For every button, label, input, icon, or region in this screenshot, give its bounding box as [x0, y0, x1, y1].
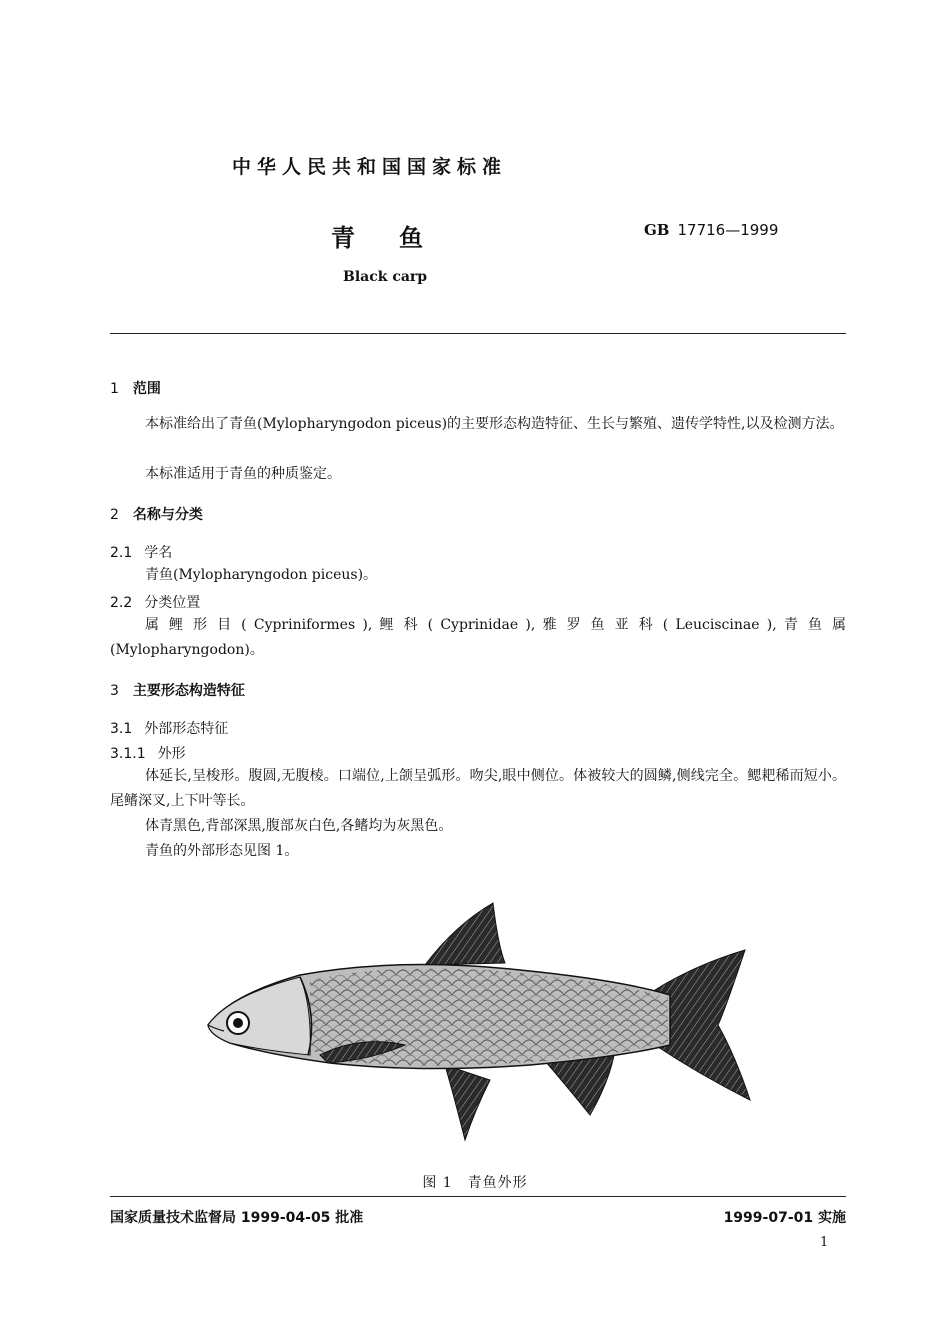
section-2-1-title: 学名: [144, 545, 173, 561]
section-3-heading: [110, 680, 245, 700]
section-2-title: 名称与分类: [132, 507, 203, 523]
section-2-2-text-line-2: (Mylopharyngodon)。: [110, 642, 264, 658]
section-3-1-heading: [110, 718, 228, 738]
section-2-1-number: 2.1: [110, 545, 133, 561]
section-3-1-number: 3.1: [110, 721, 133, 737]
black-carp-illustration-icon: [200, 895, 760, 1155]
section-3-1-1-number: 3.1.1: [110, 746, 146, 762]
page-number: 1: [820, 1235, 829, 1250]
standard-code: [644, 220, 778, 239]
section-3-1-1-heading: [110, 743, 186, 763]
standard-number: 17716—1999: [677, 221, 779, 239]
document-title: 青鱼: [331, 224, 467, 252]
section-2-2-heading: [110, 592, 200, 612]
section-2-2-title: 分类位置: [144, 595, 201, 611]
section-2-2-text-line-1: 属 鲤 形 目 ( Cypriniformes ), 鲤 科 ( Cyprinidae ), 雅 罗 鱼 亚 科 ( Leuciscinae ), 青 鱼 属: [145, 617, 846, 633]
section-1-paragraph-2: 本标准适用于青鱼的种质鉴定。: [145, 466, 341, 482]
english-title: Black carp: [343, 269, 428, 285]
standard-prefix: GB: [644, 221, 670, 239]
section-3-title: 主要形态构造特征: [132, 683, 245, 699]
approval-date: 国家质量技术监督局 1999-04-05 批准: [110, 1210, 364, 1226]
header-divider: [110, 333, 846, 334]
section-2-1-heading: [110, 542, 172, 562]
dorsal-fin: [425, 903, 505, 965]
pelvic-fin: [445, 1065, 490, 1140]
section-1-number: 1: [110, 381, 119, 397]
section-1-paragraph-1: 本标准给出了青鱼(Mylopharyngodon piceus)的主要形态构造特征、生长与繁殖、遗传学特性,以及检测方法。: [145, 416, 844, 432]
section-3-number: 3: [110, 683, 119, 699]
section-3-1-1-title: 外形: [157, 746, 186, 762]
section-2-1-text: 青鱼(Mylopharyngodon piceus)。: [145, 567, 378, 583]
figure-1-caption: 图 1 青鱼外形: [422, 1175, 528, 1191]
section-3-1-title: 外部形态特征: [144, 721, 229, 737]
issuing-org-heading: 中华人民共和国国家标准: [232, 156, 508, 178]
section-2-2-number: 2.2: [110, 595, 133, 611]
section-1-title: 范围: [132, 381, 161, 397]
section-2-heading: [110, 504, 203, 524]
section-3-1-1-paragraph-3: 青鱼的外部形态见图 1。: [145, 843, 299, 859]
section-1-heading: [110, 378, 161, 398]
effective-date: 1999-07-01 实施: [723, 1210, 846, 1226]
section-3-1-1-paragraph-1: 体延长,呈梭形。腹圆,无腹棱。口端位,上颌呈弧形。吻尖,眼中侧位。体被较大的圆鳞,侧线完全。鳃耙稀而短小。尾鳍深叉,上下叶等长。: [110, 768, 846, 809]
footer-divider: [110, 1196, 846, 1197]
section-2-number: 2: [110, 507, 119, 523]
section-3-1-1-paragraph-2: 体青黑色,背部深黑,腹部灰白色,各鳍均为灰黑色。: [145, 818, 453, 834]
